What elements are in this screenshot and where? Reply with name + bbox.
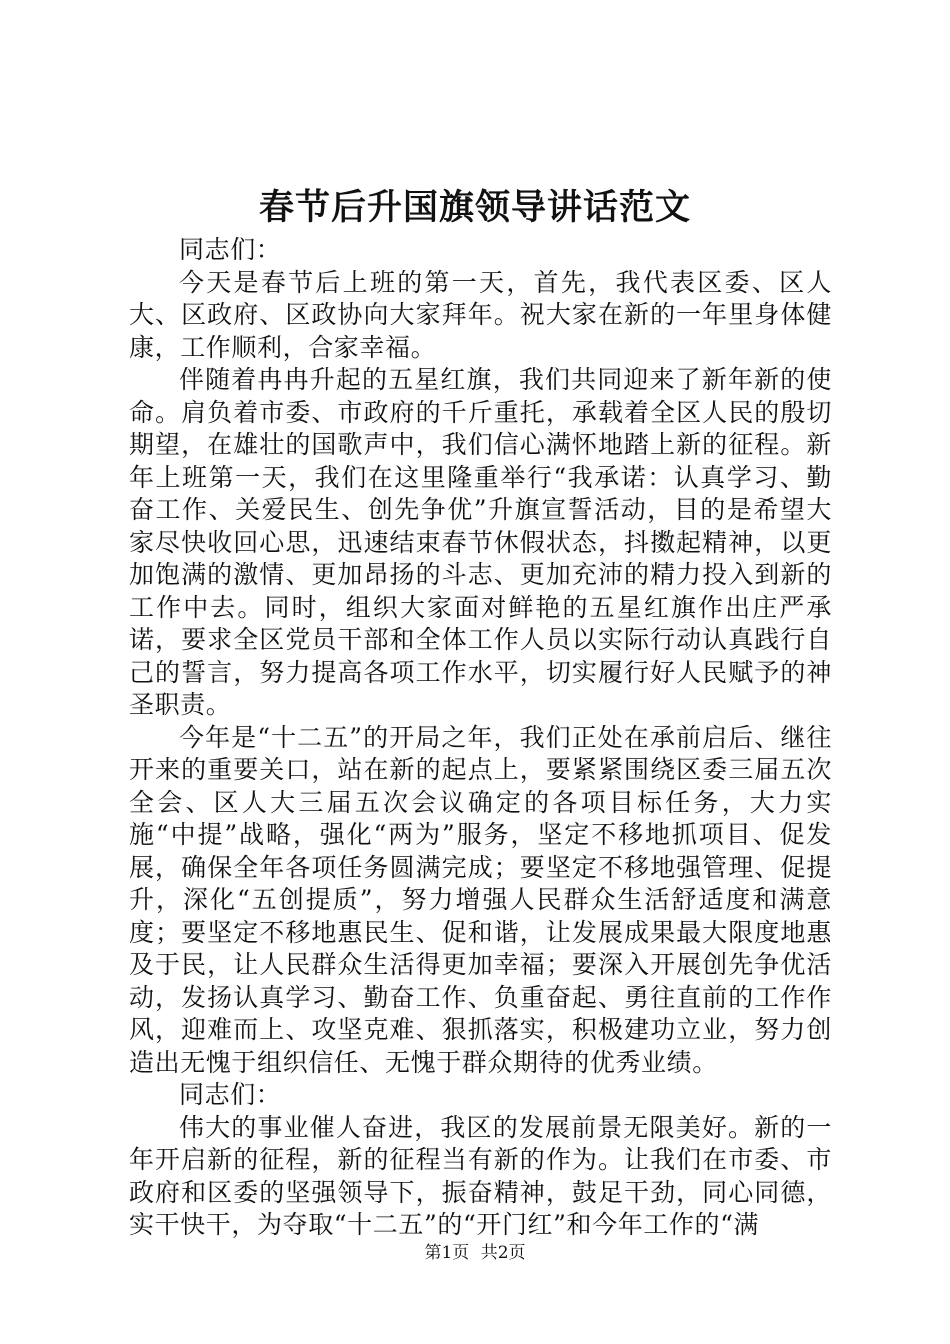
page-total: 共2页 xyxy=(480,1243,526,1263)
paragraph-closing: 伟大的事业催人奋进，我区的发展前景无限美好。新的一年开启新的征程，新的征程当有新的作为。让我们在市委、市政府和区委的坚强领导下，振奋精神，鼓足干劲，同心同德，实干快干，为夺取“十二五”的“开门红”和今年工作的“满 xyxy=(129,1112,832,1239)
document-body xyxy=(129,234,832,1242)
page-number: 第1页 xyxy=(424,1243,470,1263)
paragraph-mission: 伴随着冉冉升起的五星红旗，我们共同迎来了新年新的使命。肩负着市委、市政府的千斤重托，承载着全区人民的殷切期望，在雄壮的国歌声中，我们信心满怀地踏上新的征程。新年上班第一天，我们在这里隆重举行“我承诺：认真学习、勤奋工作、关爱民生、创先争优”升旗宣誓活动，目的是希望大家尽快收回心思，迅速结束春节休假状态，抖擞起精神，以更加饱满的激情、更加昂扬的斗志、更加充沛的精力投入到新的工作中去。同时，组织大家面对鲜艳的五星红旗作出庄严承诺，要求全区党员干部和全体工作人员以实际行动认真践行自己的誓言，努力提高各项工作水平，切实履行好人民赋予的神圣职责。 xyxy=(129,365,832,719)
paragraph-salutation: 同志们： xyxy=(179,235,282,264)
paragraph-greeting: 今天是春节后上班的第一天，首先，我代表区委、区人大、区政府、区政协向大家拜年。祝大家在新的一年里身体健康，工作顺利，合家幸福。 xyxy=(129,267,832,362)
document-title: 春节后升国旗领导讲话范文 xyxy=(258,187,691,228)
paragraph-salutation-2: 同志们： xyxy=(179,1080,282,1109)
page-footer xyxy=(0,1241,950,1265)
paragraph-tasks: 今年是“十二五”的开局之年，我们正处在承前启后、继往开来的重要关口，站在新的起点上，要紧紧围绕区委三届五次全会、区人大三届五次会议确定的各项目标任务，大力实施“中提”战略，强化“两为”服务，坚定不移地抓项目、促发展，确保全年各项任务圆满完成；要坚定不移地强管理、促提升，深化“五创提质”，努力增强人民群众生活舒适度和满意度；要坚定不移地惠民生、促和谐，让发展成果最大限度地惠及于民，让人民群众生活得更加幸福；要深入开展创先争优活动，发扬认真学习、勤奋工作、负重奋起、勇往直前的工作作风，迎难而上、攻坚克难、狠抓落实，积极建功立业，努力创造出无愧于组织信任、无愧于群众期待的优秀业绩。 xyxy=(129,722,832,1077)
